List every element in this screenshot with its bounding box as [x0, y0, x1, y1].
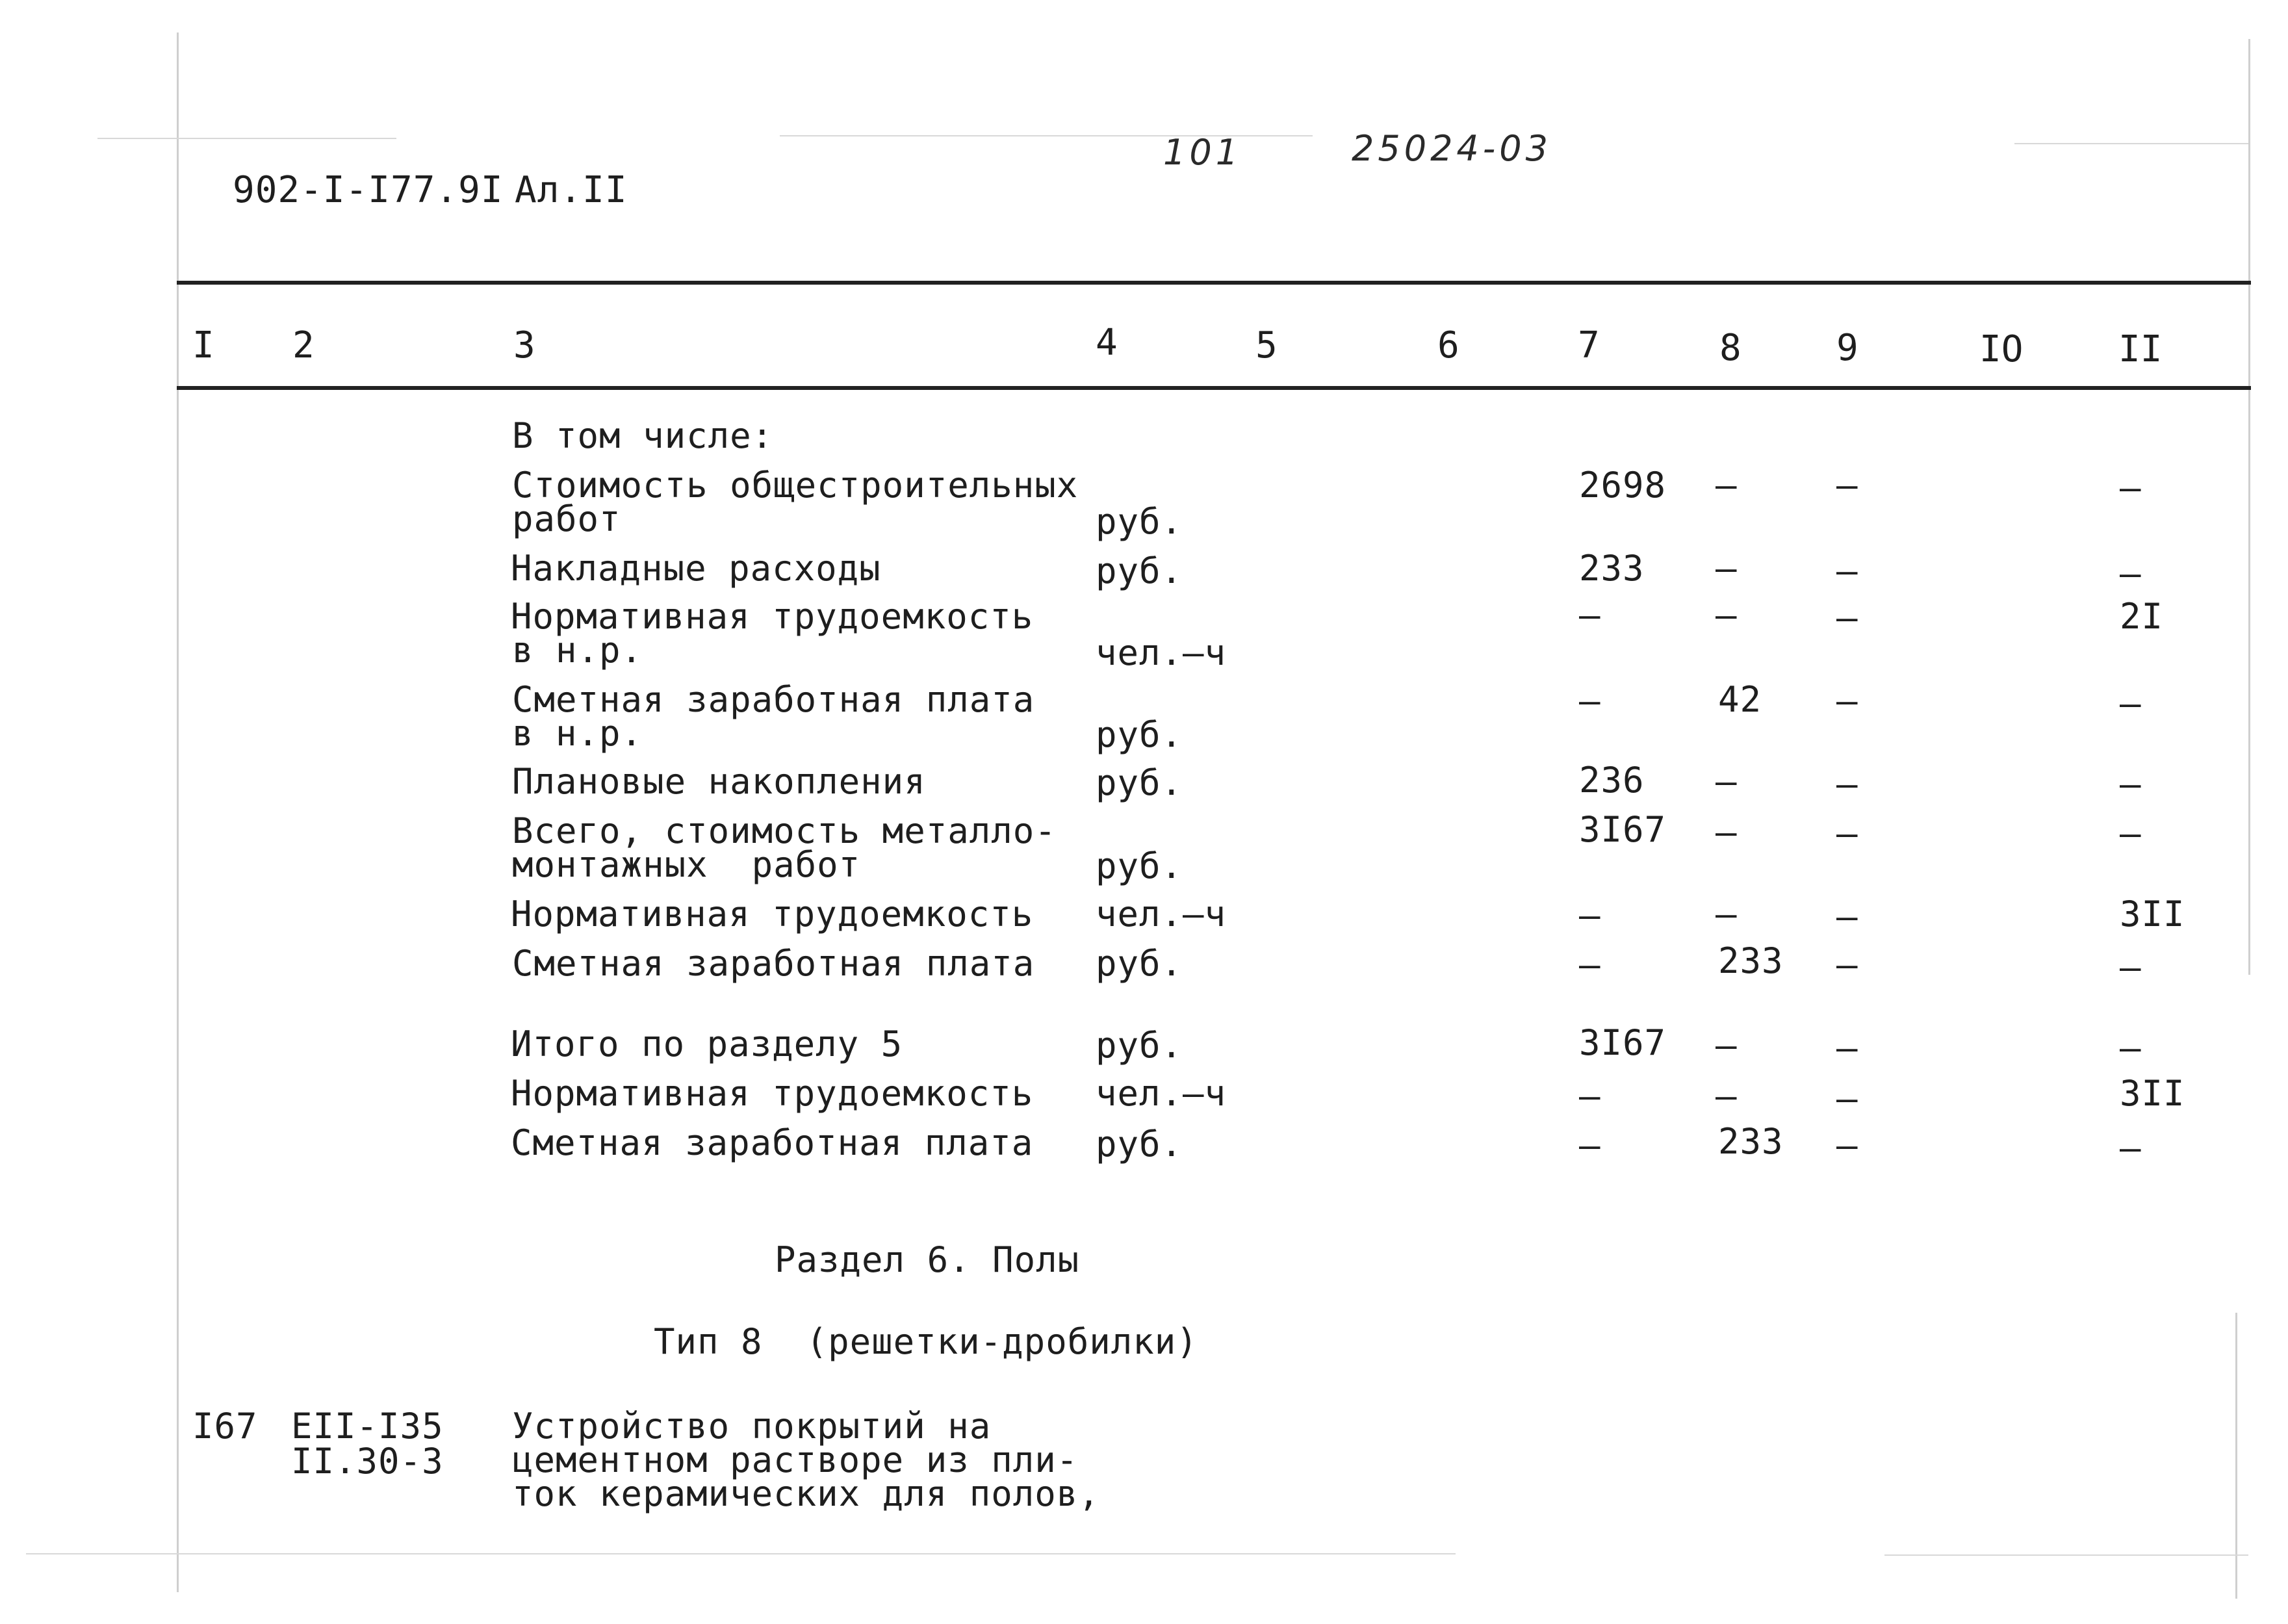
row-col11: –	[2120, 683, 2142, 724]
item-description-cont: цементном растворе из пли-	[512, 1439, 1079, 1480]
row-col7: –	[1579, 944, 1601, 985]
handwritten-number-right: 25024-03	[1352, 128, 1552, 169]
col-header-4: 4	[1096, 322, 1118, 364]
row-col8: 233	[1718, 940, 1784, 981]
row-col9: –	[1836, 550, 1858, 591]
col-header-10: IO	[1979, 328, 2024, 370]
row-col11: –	[2120, 764, 2142, 805]
col-header-3: 3	[513, 324, 535, 367]
row-description: Стоимость общестроительных	[512, 465, 1079, 506]
row-description: Всего, стоимость металло-	[512, 810, 1057, 851]
row-description: Сметная заработная плата	[512, 679, 1035, 720]
row-description: Нормативная трудоемкость	[511, 894, 1034, 934]
row-col8: –	[1716, 761, 1738, 802]
totals-col11: –	[2120, 1027, 2142, 1068]
row-col8: 42	[1718, 679, 1762, 720]
row-unit: руб.	[1096, 501, 1183, 542]
row-unit: чел.–ч	[1096, 632, 1227, 673]
row-col11: 2I	[2120, 596, 2164, 637]
totals-label: Итого по разделу 5	[511, 1024, 903, 1064]
row-description-cont: работ	[512, 498, 621, 539]
right-margin-line	[2248, 39, 2250, 975]
totals-label: Нормативная трудоемкость	[511, 1073, 1034, 1114]
row-unit: руб.	[1096, 845, 1183, 886]
row-col11: –	[2120, 813, 2142, 854]
col-header-5: 5	[1255, 324, 1278, 367]
row-col9: –	[1836, 680, 1858, 721]
col-header-7: 7	[1578, 324, 1600, 367]
item-number: I67	[192, 1406, 258, 1447]
row-col11: –	[2120, 553, 2142, 594]
row-col9: –	[1836, 944, 1858, 985]
row-col8: –	[1716, 548, 1738, 589]
totals-col9: –	[1836, 1125, 1858, 1166]
row-description-cont: монтажных работ	[512, 844, 861, 885]
row-unit: чел.–ч	[1096, 894, 1227, 934]
header-top-rule	[177, 281, 2251, 285]
row-col7: 236	[1579, 760, 1645, 801]
row-unit: руб.	[1096, 714, 1183, 755]
row-col8: –	[1716, 812, 1738, 853]
row-col7: 233	[1579, 548, 1645, 589]
row-col8: –	[1716, 595, 1738, 636]
handwritten-number-left: 101	[1163, 132, 1242, 173]
totals-label: Сметная заработная плата	[511, 1122, 1034, 1163]
totals-col8: –	[1716, 1025, 1738, 1066]
col-header-1: I	[192, 324, 214, 367]
row-description: Сметная заработная плата	[512, 943, 1035, 984]
row-description: Нормативная трудоемкость	[511, 596, 1034, 637]
row-col8: –	[1716, 894, 1738, 934]
totals-col7: –	[1579, 1076, 1601, 1116]
item-code: EII-I35	[291, 1406, 444, 1447]
row-col11: –	[2120, 947, 2142, 988]
col-header-2: 2	[292, 324, 315, 367]
row-col9: –	[1836, 813, 1858, 854]
bottom-faint-line-right	[1884, 1554, 2248, 1556]
col-header-11: II	[2118, 328, 2163, 370]
row-col9: –	[1836, 896, 1858, 937]
row-unit: руб.	[1096, 762, 1183, 803]
right-margin-line-lower	[2235, 1313, 2237, 1599]
item-description-cont: ток керамических для полов,	[512, 1473, 1100, 1514]
item-description: Устройство покрытий на	[512, 1406, 992, 1447]
row-col7: –	[1579, 595, 1601, 636]
totals-col7: 3I67	[1579, 1022, 1667, 1063]
row-description: Плановые накопления	[512, 761, 926, 802]
row-description: Накладные расходы	[511, 548, 881, 589]
row-col7: –	[1579, 680, 1601, 721]
type-title: Тип 8 (решетки-дробилки)	[654, 1321, 1198, 1362]
left-margin-line	[177, 32, 179, 1592]
bottom-faint-line-left	[26, 1553, 1456, 1554]
row-col9: –	[1836, 465, 1858, 506]
row-description-cont: в н.р.	[512, 630, 643, 671]
row-col8: –	[1716, 465, 1738, 506]
totals-col11: 3II	[2120, 1073, 2185, 1114]
row-unit: руб.	[1096, 943, 1183, 984]
col-header-6: 6	[1437, 324, 1459, 367]
row-col11: 3II	[2120, 894, 2185, 934]
row-col9: –	[1836, 764, 1858, 805]
item-code-secondary: II.30-3	[291, 1441, 444, 1482]
row-col11: –	[2120, 467, 2142, 508]
album-label: Ал.II	[515, 169, 628, 211]
document-code: 902-I-I77.9I	[233, 169, 504, 211]
totals-col8: –	[1716, 1076, 1738, 1116]
col-header-8: 8	[1719, 327, 1742, 369]
row-col9: –	[1836, 597, 1858, 638]
totals-col11: –	[2120, 1128, 2142, 1168]
totals-unit: руб.	[1096, 1124, 1183, 1165]
totals-col9: –	[1836, 1078, 1858, 1119]
totals-col9: –	[1836, 1027, 1858, 1068]
intro-text: В том числе:	[512, 415, 774, 456]
col-header-9: 9	[1836, 327, 1858, 369]
section-title: Раздел 6. Полы	[775, 1239, 1080, 1280]
row-col7: –	[1579, 895, 1601, 936]
top-faint-line-right	[2014, 143, 2248, 144]
row-unit: руб.	[1096, 550, 1183, 591]
totals-unit: руб.	[1096, 1025, 1183, 1066]
row-col7: 2698	[1579, 465, 1667, 506]
row-col7: 3I67	[1579, 809, 1667, 850]
totals-col8: 233	[1718, 1121, 1784, 1162]
header-bottom-rule	[177, 386, 2251, 390]
top-faint-line-left	[97, 138, 396, 139]
totals-unit: чел.–ч	[1096, 1073, 1227, 1114]
totals-col7: –	[1579, 1125, 1601, 1166]
row-description-cont: в н.р.	[512, 713, 643, 754]
